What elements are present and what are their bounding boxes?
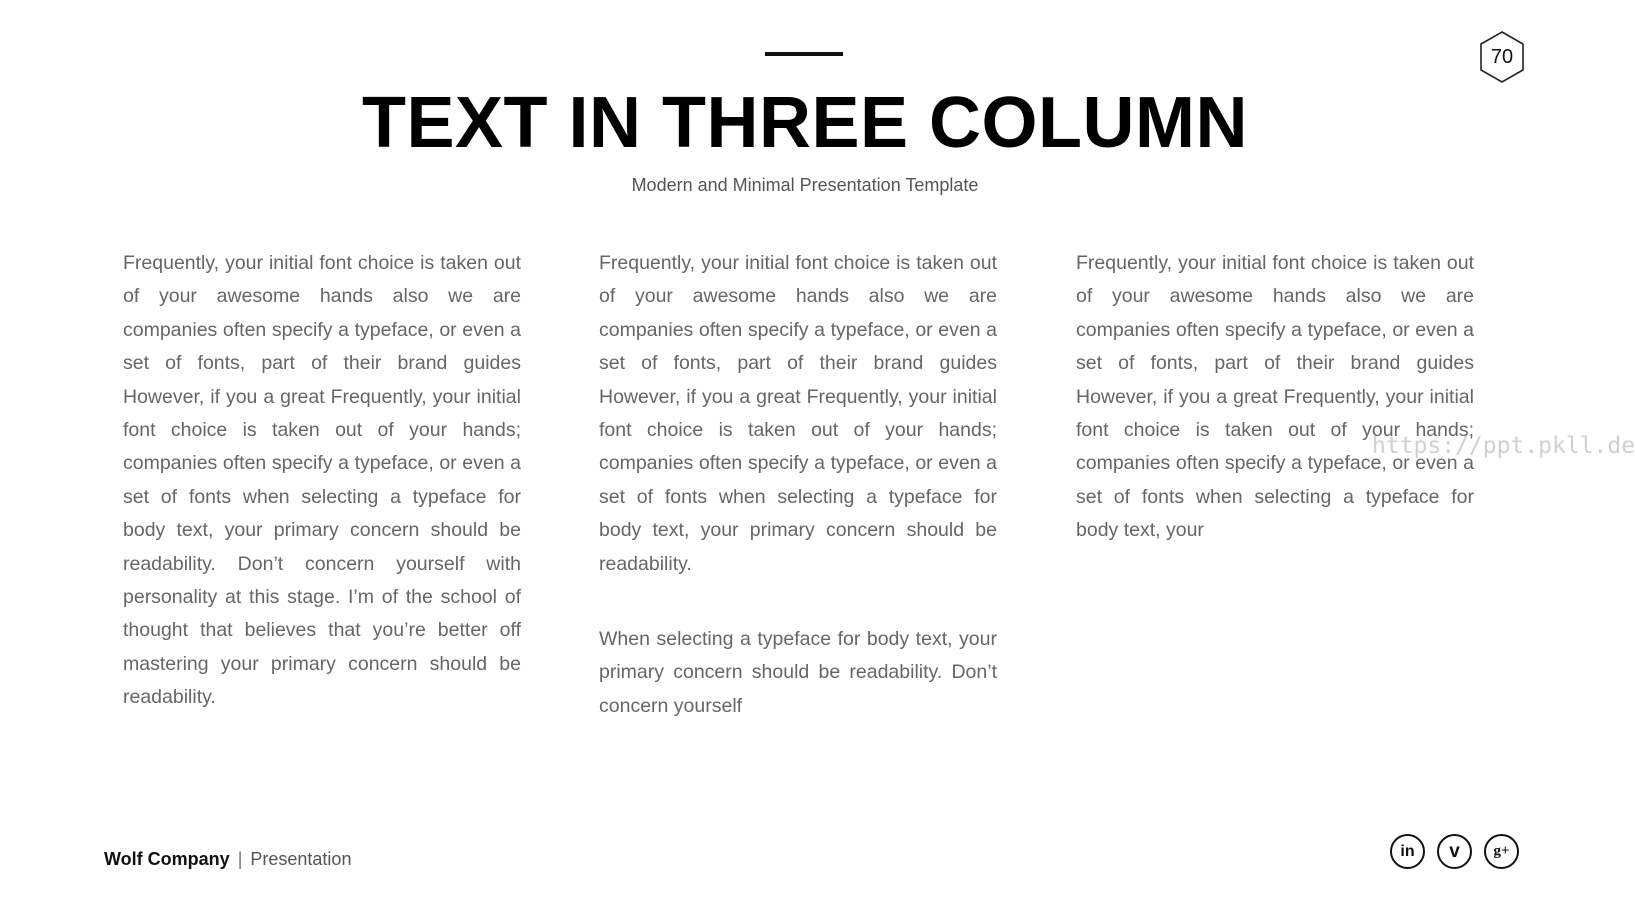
- footer-separator: |: [237, 849, 243, 869]
- text-column-3: [1076, 247, 1474, 548]
- column-3-paragraph-1: Frequently, your initial font choice is taken out of your awesome hands also we are companies often specify a typeface, or even a set of fonts, part of their brand guides However, if you a great Frequently, your initial font choice is taken out of your hands; companies often specify a typeface, or even a set of fonts when selecting a typeface for body text, your: [1076, 252, 1474, 542]
- google-plus-glyph: g+: [1493, 843, 1510, 859]
- text-column-2: [599, 247, 997, 723]
- watermark-text: https://ppt.pkll.de: [1372, 433, 1635, 459]
- linkedin-icon[interactable]: [1390, 834, 1425, 869]
- column-2-paragraph-2: When selecting a typeface for body text, your primary concern should be readability. Don’t concern yourself: [599, 628, 997, 717]
- vimeo-icon[interactable]: [1437, 834, 1472, 869]
- text-column-1: [123, 247, 521, 715]
- vimeo-glyph: v: [1449, 840, 1460, 862]
- linkedin-glyph: in: [1400, 842, 1415, 860]
- slide-title: TEXT IN THREE COLUMN: [362, 83, 1248, 163]
- title-divider: [765, 52, 843, 56]
- column-2-paragraph-1: Frequently, your initial font choice is taken out of your awesome hands also we are companies often specify a typeface, or even a set of fonts, part of their brand guides However, if you a great Frequently, your initial font choice is taken out of your hands; companies often specify a typeface, or even a set of fonts when selecting a typeface for body text, your primary concern should be readability.: [599, 252, 997, 575]
- slide-subtitle: Modern and Minimal Presentation Template: [631, 175, 979, 195]
- footer-branding: [104, 848, 351, 870]
- footer-label: Presentation: [250, 849, 352, 869]
- footer-company: Wolf Company: [104, 849, 230, 869]
- page-number-badge: [1478, 30, 1526, 84]
- page-number: 70: [1490, 46, 1514, 68]
- google-plus-icon[interactable]: [1484, 834, 1519, 869]
- column-1-paragraph-1: Frequently, your initial font choice is taken out of your awesome hands also we are companies often specify a typeface, or even a set of fonts, part of their brand guides However, if you a great Frequently, your initial font choice is taken out of your hands; companies often specify a typeface, or even a set of fonts when selecting a typeface for body text, your primary concern should be readability. Don’t concern yourself with personality at this stage. I’m of the school of thought that believes that you’re better off mastering your primary concern should be readability.: [123, 252, 521, 709]
